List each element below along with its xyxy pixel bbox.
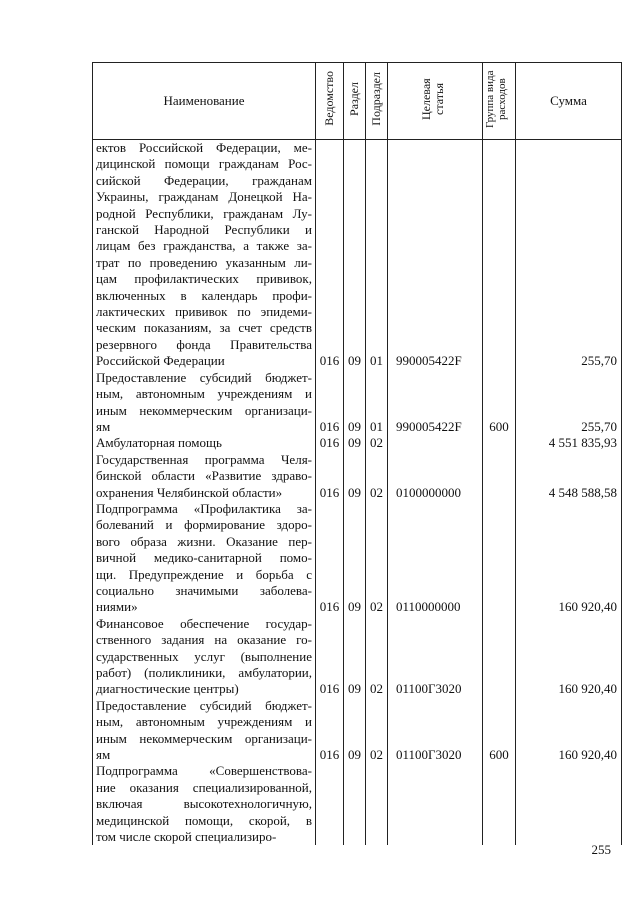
row-name <box>93 616 316 698</box>
name-line: включая высокотехнологичную, <box>96 796 312 812</box>
row-summa: 4 551 835,93 <box>516 435 622 451</box>
row-ved: 016 <box>316 452 344 501</box>
name-line: медицинской помощи, скорой, в <box>96 812 312 828</box>
name-line: Предоставление субсидий бюджет- <box>96 369 312 385</box>
name-line: цам профилактических прививок, <box>96 271 312 287</box>
table-row <box>93 501 622 616</box>
row-ved: 016 <box>316 140 344 370</box>
name-line: том числе скорой специализиро- <box>96 829 277 845</box>
name-line: социально значимыми заболева- <box>96 582 312 598</box>
row-podrazdel: 02 <box>366 435 388 451</box>
row-gruppa <box>483 501 516 616</box>
name-line: вичной медико-санитарной помо- <box>96 550 312 566</box>
name-line: Предоставление субсидий бюджет- <box>96 697 312 713</box>
row-gruppa <box>483 435 516 451</box>
name-line: Амбулаторная помощь <box>96 435 222 451</box>
row-podrazdel <box>366 763 388 845</box>
row-gruppa <box>483 763 516 845</box>
name-line: работ) (поликлиники, амбулатории, <box>96 665 312 680</box>
name-line: иным некоммерческим организаци- <box>96 402 312 418</box>
row-podrazdel: 01 <box>366 370 388 436</box>
row-gruppa: 600 <box>483 698 516 764</box>
name-line: ектов Российской Федерации, ме- <box>96 140 312 155</box>
row-podrazdel: 02 <box>366 698 388 764</box>
row-razdel <box>344 763 366 845</box>
name-line: Подпрограмма «Совершенствова- <box>96 763 312 779</box>
row-name <box>93 435 316 451</box>
name-line: лактических прививок по эпидеми- <box>96 304 312 320</box>
name-line: диагностические центры) <box>96 681 239 697</box>
name-line: Подпрограмма «Профилактика за- <box>96 500 312 516</box>
table-row <box>93 452 622 501</box>
header-razdel: Раздел <box>347 81 361 116</box>
table-row <box>93 698 622 764</box>
name-line: ным, автономным учреждениям и <box>96 714 312 730</box>
name-line: ческим показаниям, за счет средств <box>96 320 312 336</box>
row-summa: 255,70 <box>516 140 622 370</box>
row-name <box>93 501 316 616</box>
row-summa: 160 920,40 <box>516 501 622 616</box>
header-celevaya: Целевая статья <box>419 77 446 120</box>
name-line: включенных в календарь профи- <box>96 287 312 303</box>
row-celevaya: 990005422F <box>388 140 483 370</box>
row-celevaya <box>388 763 483 845</box>
name-line: трат по проведению указанным ли- <box>96 254 312 270</box>
header-podrazdel: Подраздел <box>369 71 383 126</box>
row-summa <box>516 763 622 845</box>
row-name <box>93 763 316 845</box>
header-ved: Ведомство <box>322 71 336 127</box>
table-row <box>93 140 622 370</box>
row-ved: 016 <box>316 435 344 451</box>
name-line: лицам без гражданства, а также за- <box>96 238 312 254</box>
name-line: ям <box>96 747 111 763</box>
name-line: бинской области «Развитие здраво- <box>96 468 312 484</box>
row-name <box>93 140 316 370</box>
header-ved-cell <box>316 63 344 140</box>
row-ved: 016 <box>316 616 344 698</box>
name-line: иным некоммерческим организаци- <box>96 730 312 746</box>
row-name <box>93 370 316 436</box>
name-line: ниями» <box>96 599 138 615</box>
row-gruppa <box>483 140 516 370</box>
name-line: охранения Челябинской области» <box>96 484 283 500</box>
header-gruppa-cell <box>483 63 516 140</box>
page-number: 255 <box>591 842 611 857</box>
row-podrazdel: 02 <box>366 452 388 501</box>
name-line: вого образа жизни. Оказание пер- <box>96 533 312 549</box>
row-razdel: 09 <box>344 501 366 616</box>
name-line: щи. Предупреждение и борьба с <box>96 566 312 582</box>
table-body <box>93 140 622 846</box>
name-line: Российской Федерации <box>96 353 225 369</box>
row-summa: 160 920,40 <box>516 616 622 698</box>
header-razdel-cell <box>344 63 366 140</box>
row-razdel: 09 <box>344 452 366 501</box>
row-celevaya <box>388 435 483 451</box>
name-line: ственного задания на оказание го- <box>96 632 312 648</box>
header-celevaya-cell <box>388 63 483 140</box>
row-celevaya: 01100Г3020 <box>388 616 483 698</box>
row-podrazdel: 02 <box>366 616 388 698</box>
row-razdel: 09 <box>344 140 366 370</box>
row-razdel: 09 <box>344 370 366 436</box>
header-gruppa: Группа вида расходов <box>484 70 508 128</box>
row-razdel: 09 <box>344 616 366 698</box>
row-celevaya: 990005422F <box>388 370 483 436</box>
name-line: родной Республики, гражданам Лу- <box>96 205 312 221</box>
name-line: Государственная программа Челя- <box>96 451 312 467</box>
name-line: Финансовое обеспечение государ- <box>96 615 312 631</box>
name-line: сийской Федерации, гражданам <box>96 172 312 188</box>
name-line: ганской Народной Республики и <box>96 222 312 238</box>
row-celevaya: 0110000000 <box>388 501 483 616</box>
row-summa: 4 548 588,58 <box>516 452 622 501</box>
row-ved: 016 <box>316 370 344 436</box>
name-line: дицинской помощи гражданам Рос- <box>96 156 312 172</box>
header-summa: Сумма <box>516 63 622 140</box>
table-row <box>93 370 622 436</box>
row-gruppa <box>483 452 516 501</box>
name-line: болеваний и формирование здоро- <box>96 517 312 533</box>
header-name: Наименование <box>93 63 316 140</box>
table-row <box>93 763 622 845</box>
row-celevaya: 01100Г3020 <box>388 698 483 764</box>
row-podrazdel: 02 <box>366 501 388 616</box>
name-line: ние оказания специализированной, <box>96 779 312 795</box>
name-line: сударственных услуг (выполнение <box>96 648 312 664</box>
row-celevaya: 0100000000 <box>388 452 483 501</box>
row-ved: 016 <box>316 698 344 764</box>
row-ved <box>316 763 344 845</box>
table-header <box>93 63 622 140</box>
row-razdel: 09 <box>344 435 366 451</box>
row-razdel: 09 <box>344 698 366 764</box>
name-line: ям <box>96 418 111 434</box>
row-name <box>93 698 316 764</box>
budget-table <box>92 62 622 845</box>
row-ved: 016 <box>316 501 344 616</box>
table-row <box>93 435 622 451</box>
name-line: резервного фонда Правительства <box>96 336 312 352</box>
row-summa: 160 920,40 <box>516 698 622 764</box>
row-gruppa <box>483 616 516 698</box>
header-podrazdel-cell <box>366 63 388 140</box>
row-podrazdel: 01 <box>366 140 388 370</box>
table-row <box>93 616 622 698</box>
row-name <box>93 452 316 501</box>
name-line: Украины, гражданам Донецкой На- <box>96 189 312 205</box>
name-line: ным, автономным учреждениям и <box>96 386 312 402</box>
row-gruppa: 600 <box>483 370 516 436</box>
row-summa: 255,70 <box>516 370 622 436</box>
